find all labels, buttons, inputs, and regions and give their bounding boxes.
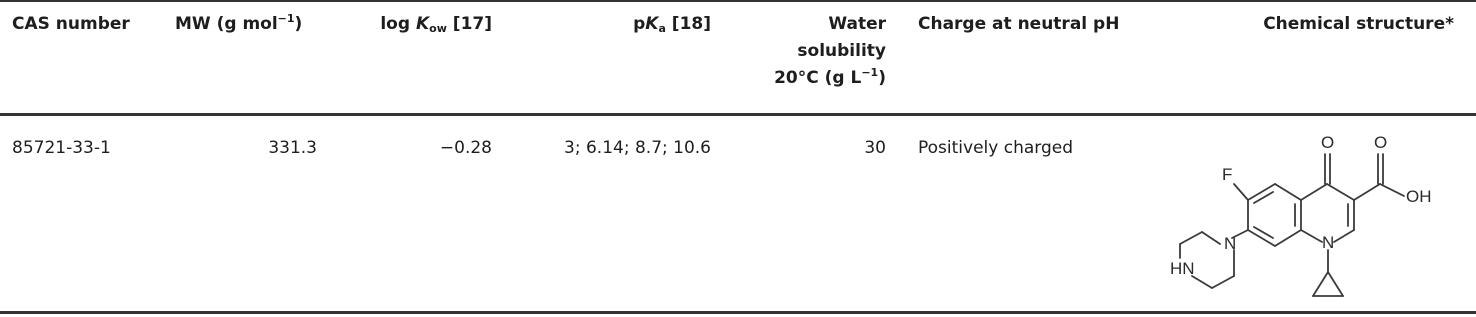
header-pka-subscript: a — [658, 22, 666, 35]
header-log-kow — [300, 11, 492, 38]
structure-atom-hn: HN — [1170, 259, 1195, 278]
header-water-line-1: Water — [828, 14, 886, 34]
header-logk-subscript: ow — [429, 22, 447, 35]
structure-atom-n-piperazine: N — [1224, 234, 1237, 253]
header-pka-reference: [18] — [665, 14, 711, 34]
structure-atom-o-acid: O — [1374, 133, 1388, 152]
header-cas-label: CAS number — [12, 14, 130, 34]
structure-atom-oh: OH — [1406, 187, 1432, 206]
header-water-temp-unit: 20°C (g L — [774, 68, 862, 88]
header-water-exponent: −1 — [861, 66, 879, 79]
table-bottom-rule — [0, 311, 1476, 314]
chemical-structure-drawing — [1168, 126, 1460, 306]
header-structure-label: Chemical structure* — [1263, 14, 1454, 34]
header-logk-prefix: log — [380, 14, 416, 34]
header-mw-close: ) — [294, 14, 303, 34]
ciprofloxacin-structure-svg — [1168, 126, 1460, 306]
cell-cas-number: 85721-33-1 — [12, 138, 111, 158]
header-pka-symbol: K — [645, 14, 659, 34]
header-water-line-3 — [740, 65, 886, 92]
structure-atom-f: F — [1222, 165, 1233, 184]
header-logk-reference: [17] — [446, 14, 492, 34]
header-chemical-structure — [1180, 11, 1454, 38]
header-water-close: ) — [878, 68, 886, 88]
header-charge — [918, 11, 1119, 38]
structure-atom-o-ketone: O — [1321, 133, 1335, 152]
cell-molecular-weight: 331.3 — [268, 138, 317, 158]
cell-charge: Positively charged — [918, 138, 1073, 158]
table-header-rule — [0, 113, 1476, 116]
structure-atom-n-quinolone: N — [1322, 233, 1335, 252]
header-pka — [530, 11, 711, 38]
header-cas-number — [12, 11, 130, 38]
header-charge-label: Charge at neutral pH — [918, 14, 1120, 34]
cell-log-kow: −0.28 — [439, 138, 492, 158]
header-water-solubility — [740, 11, 886, 92]
header-logk-symbol: K — [415, 14, 430, 34]
header-mw-exponent: −1 — [277, 12, 295, 25]
header-molecular-weight — [175, 11, 302, 38]
header-pka-p: p — [633, 14, 646, 34]
header-water-line-2: solubility — [797, 41, 886, 61]
table-top-rule — [0, 0, 1476, 2]
cell-water-solubility: 30 — [864, 138, 886, 158]
header-mw-label: MW (g mol — [175, 14, 278, 34]
cell-pka: 3; 6.14; 8.7; 10.6 — [564, 138, 711, 158]
